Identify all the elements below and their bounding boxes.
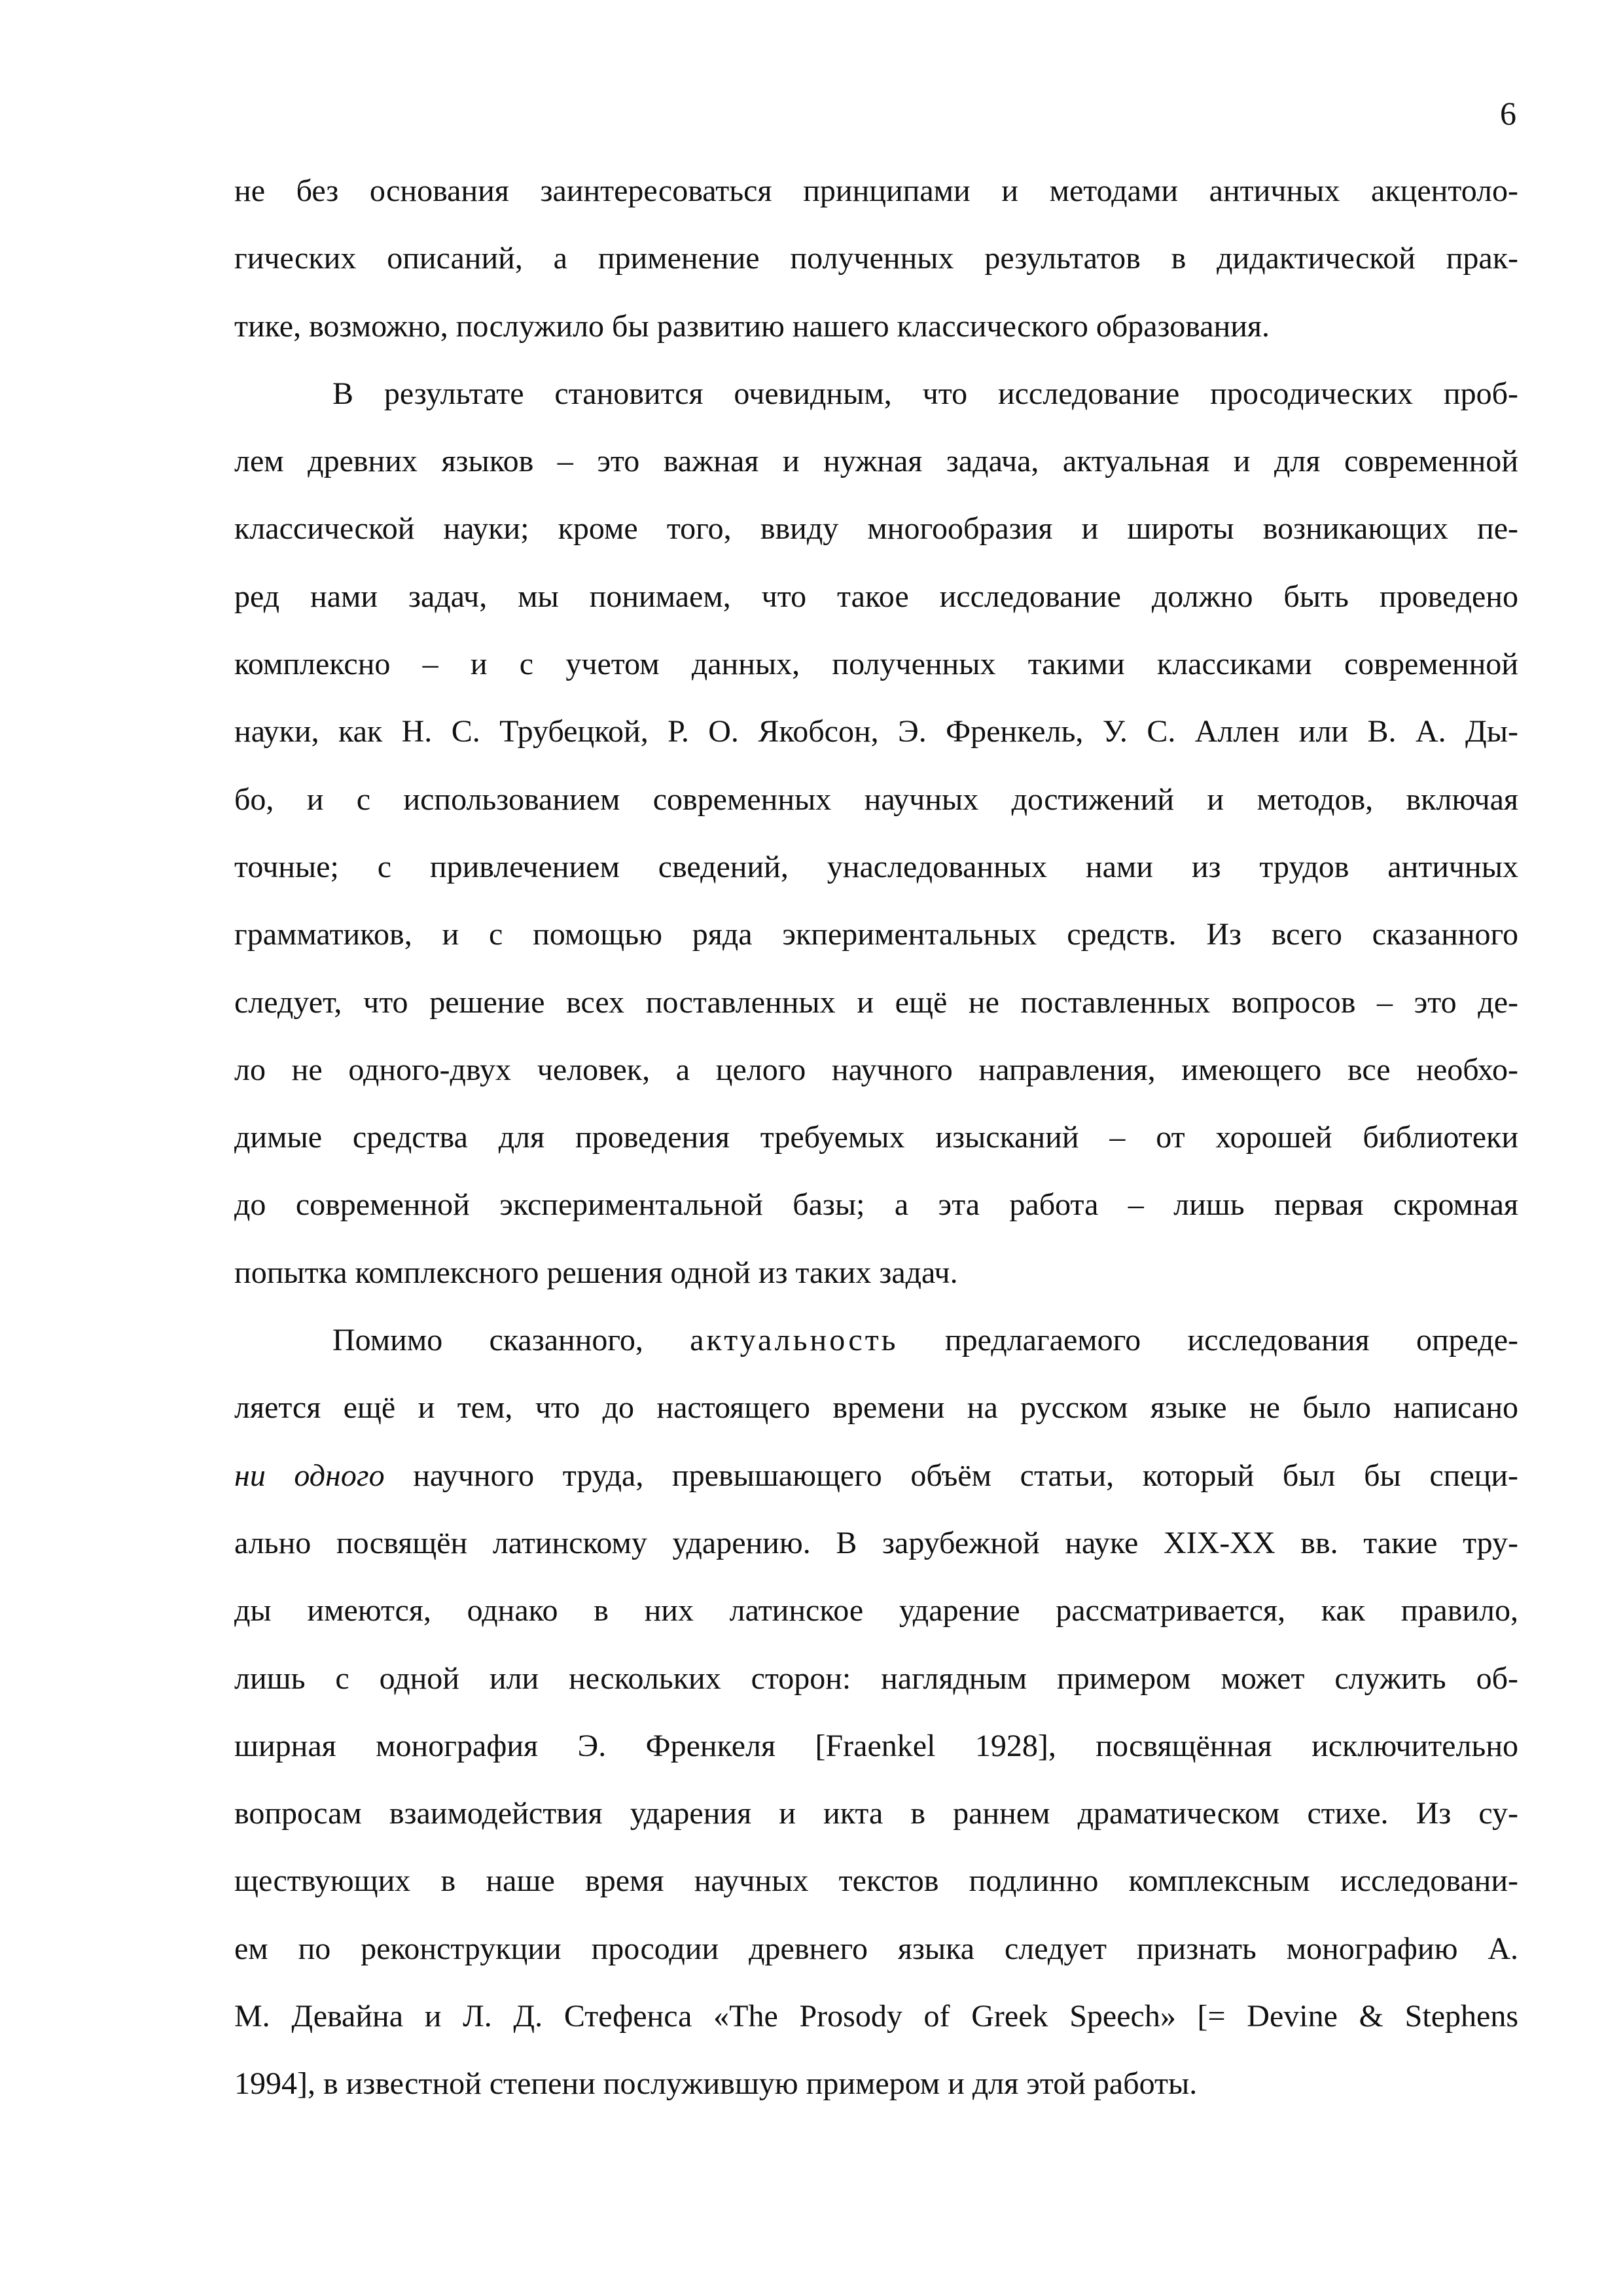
text-fragment: научного труда, превышающего объём статьи, который был бы специ- [413,1458,1519,1493]
text-line: ществующих в наше время научных текстов подлинно комплексным исследовани- [234,1863,1518,1899]
text-line: попытка комплексного решения одной из таких задач. [234,1255,958,1290]
text-line: ем по реконструкции просодии древнего языка следует признать монографию А. [234,1931,1518,1966]
text-line: ляется ещё и тем, что до настоящего времени на русском языке не было написано [234,1390,1518,1426]
text-line: ред нами задач, мы понимаем, что такое исследование должно быть проведено [234,579,1518,614]
text-line: следует, что решение всех поставленных и ещё не поставленных вопросов – это де- [234,984,1518,1020]
text-line: вопросам взаимодействия ударения и икта в раннем драматическом стихе. Из су- [234,1796,1518,1831]
text-fragment: Помимо сказанного, [332,1323,643,1358]
text-line: лишь с одной или нескольких сторон: наглядным примером может служить об- [234,1660,1518,1696]
text-line: классической науки; кроме того, ввиду многообразия и широты возникающих пе- [234,511,1518,547]
text-line: тике, возможно, послужило бы развитию нашего классического образования. [234,308,1270,344]
text-line: гических описаний, а применение полученных результатов в дидактической прак- [234,241,1518,276]
page-number: 6 [1500,95,1516,132]
text-line: В результате становится очевидным, что исследование просодических проб- [332,376,1518,411]
text-line: грамматиков, и с помощью ряда экпериментальных средств. Из всего сказанного [234,917,1518,952]
italic-phrase: ни одного [234,1458,385,1493]
text-line: ло не одного-двух человек, а целого научного направления, имеющего все необхо- [234,1052,1518,1087]
text-line: не без основания заинтересоваться принципами и методами античных акцентоло- [234,173,1518,208]
paragraph-2 [234,360,1518,1306]
text-line: ширная монография Э. Френкеля [Fraenkel 1928], посвящённая исключительно [234,1728,1518,1763]
text-line: димые средства для проведения требуемых изысканий – от хорошей библиотеки [234,1120,1518,1155]
text-line: науки, как Н. С. Трубецкой, Р. О. Якобсон, Э. Френкель, У. С. Аллен или В. А. Ды- [234,714,1518,749]
text-line: до современной экспериментальной базы; а эта работа – лишь первая скромная [234,1187,1518,1223]
text-line: комплексно – и с учетом данных, полученных такими классиками современной [234,647,1518,682]
text-line [234,1442,1518,1509]
text-line [234,1306,1518,1374]
paragraph-3 [234,1306,1518,2118]
text-line: ально посвящён латинскому ударению. В зарубежной науке XIX-XX вв. такие тру- [234,1525,1518,1560]
emphasized-term: актуальность [690,1323,899,1358]
text-line: лем древних языков – это важная и нужная задача, актуальная и для современной [234,444,1518,479]
text-line: М. Девайна и Л. Д. Стефенса «The Prosody of Greek Speech» [= Devine & Stephens [234,1999,1518,2034]
body-text [234,157,1518,2118]
text-fragment: предлагаемого исследования опреде- [944,1323,1519,1358]
text-line: ды имеются, однако в них латинское ударение рассматривается, как правило, [234,1593,1518,1628]
paragraph-1 [234,157,1518,360]
text-line: бо, и с использованием современных научных достижений и методов, включая [234,781,1518,817]
text-line: точные; с привлечением сведений, унаследованных нами из трудов античных [234,849,1518,884]
text-line: 1994], в известной степени послужившую примером и для этой работы. [234,2066,1198,2102]
